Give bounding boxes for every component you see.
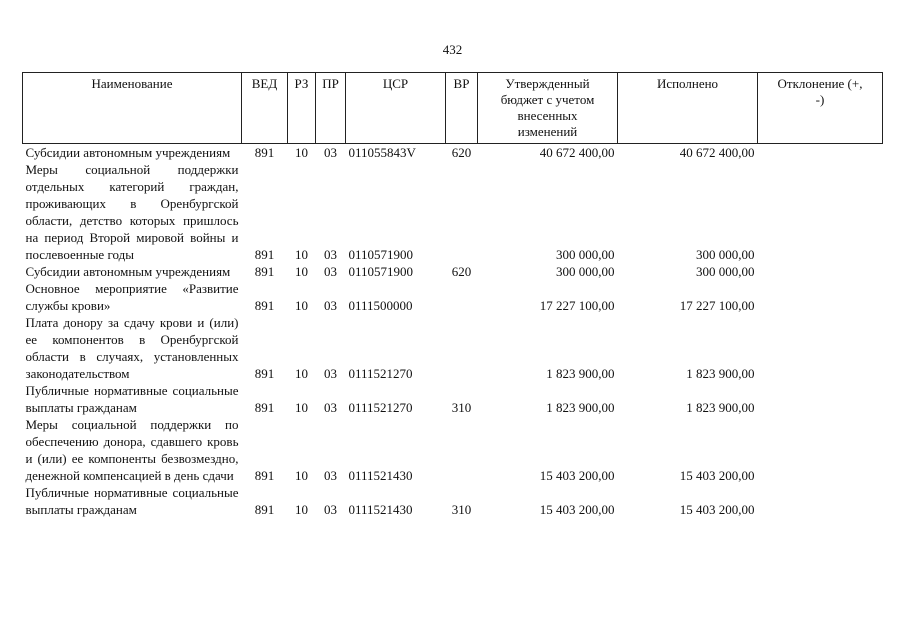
table-body [23,144,883,519]
row-name: Меры социальной поддержки по обеспечению донора, сдавшего кровь и (или) ее компоненты безвозмездно, денежной компенсацией в день сдачи [25,417,239,483]
row-vr: 310 [451,400,472,415]
row-csr: 0110571900 [348,264,414,279]
row-executed: 15 403 200,00 [679,502,755,517]
row-name: Субсидии автономным учреждениям [25,145,231,160]
row-vr [446,416,478,484]
row-deviation [758,144,883,162]
row-deviation [758,314,883,382]
row-ved: 891 [254,145,275,160]
table-row [23,382,883,416]
row-csr: 011055843V [348,145,416,160]
row-ved: 891 [254,264,275,279]
row-vr: 620 [451,264,472,279]
budget-table [22,72,883,518]
row-rz: 10 [295,264,308,279]
row-name: Публичные нормативные социальные выплаты гражданам [25,485,239,517]
row-pr: 03 [324,264,337,279]
table-row [23,161,883,263]
row-pr: 03 [324,468,337,483]
row-csr: 0111521430 [348,468,413,483]
row-ved: 891 [254,468,275,483]
row-ved: 891 [254,502,275,517]
row-pr: 03 [324,298,337,313]
row-name: Плата донору за сдачу крови и (или) ее компонентов в Оренбургской области в случаях, установленных законодательством [25,315,239,381]
header-executed: Исполнено [618,73,758,144]
header-ved: ВЕД [242,73,288,144]
row-vr [446,280,478,314]
row-approved: 1 823 900,00 [546,366,615,381]
row-deviation [758,416,883,484]
row-executed: 40 672 400,00 [679,145,755,160]
row-rz: 10 [295,400,308,415]
row-approved: 300 000,00 [556,247,615,262]
row-rz: 10 [295,298,308,313]
table-row [23,263,883,280]
row-name: Меры социальной поддержки отдельных категорий граждан, проживающих в Оренбургской области, детство которых пришлось на период Второй мировой войны и послевоенные годы [25,162,239,262]
header-rz: РЗ [288,73,316,144]
row-rz: 10 [295,145,308,160]
row-approved: 40 672 400,00 [539,145,615,160]
row-pr: 03 [324,366,337,381]
row-approved: 15 403 200,00 [539,468,615,483]
row-deviation [758,382,883,416]
row-approved: 15 403 200,00 [539,502,615,517]
row-name: Публичные нормативные социальные выплаты гражданам [25,383,239,415]
row-ved: 891 [254,366,275,381]
table-header [23,73,883,144]
row-name: Основное мероприятие «Развитие службы крови» [25,281,239,313]
header-name: Наименование [23,73,242,144]
row-pr: 03 [324,400,337,415]
row-deviation [758,263,883,280]
row-approved: 17 227 100,00 [539,298,615,313]
header-csr: ЦСР [346,73,446,144]
row-executed: 17 227 100,00 [679,298,755,313]
row-ved: 891 [254,247,275,262]
row-approved: 1 823 900,00 [546,400,615,415]
row-deviation [758,161,883,263]
table-row [23,484,883,518]
header-approved: Утвержденный бюджет с учетом внесенных изменений [478,73,618,144]
row-csr: 0111521430 [348,502,413,517]
row-ved: 891 [254,298,275,313]
page-number: 432 [442,42,463,57]
row-executed: 300 000,00 [696,247,755,262]
table-row [23,280,883,314]
table-row [23,314,883,382]
row-vr [446,314,478,382]
row-csr: 0111500000 [348,298,413,313]
row-csr: 0110571900 [348,247,414,262]
row-rz: 10 [295,366,308,381]
row-executed: 300 000,00 [696,264,755,279]
row-pr: 03 [324,145,337,160]
row-rz: 10 [295,247,308,262]
row-csr: 0111521270 [348,366,413,381]
row-deviation [758,484,883,518]
row-vr: 620 [451,145,472,160]
row-vr [446,161,478,263]
row-vr: 310 [451,502,472,517]
row-name: Субсидии автономным учреждениям [25,264,231,279]
row-pr: 03 [324,502,337,517]
row-executed: 1 823 900,00 [686,400,755,415]
header-deviation: Отклонение (+, -) [758,73,883,144]
row-rz: 10 [295,502,308,517]
row-rz: 10 [295,468,308,483]
row-deviation [758,280,883,314]
table-row [23,416,883,484]
header-vr: ВР [446,73,478,144]
table-row [23,144,883,162]
row-approved: 300 000,00 [556,264,615,279]
row-executed: 15 403 200,00 [679,468,755,483]
row-ved: 891 [254,400,275,415]
row-pr: 03 [324,247,337,262]
row-csr: 0111521270 [348,400,413,415]
header-pr: ПР [316,73,346,144]
header-row [23,73,883,144]
row-executed: 1 823 900,00 [686,366,755,381]
